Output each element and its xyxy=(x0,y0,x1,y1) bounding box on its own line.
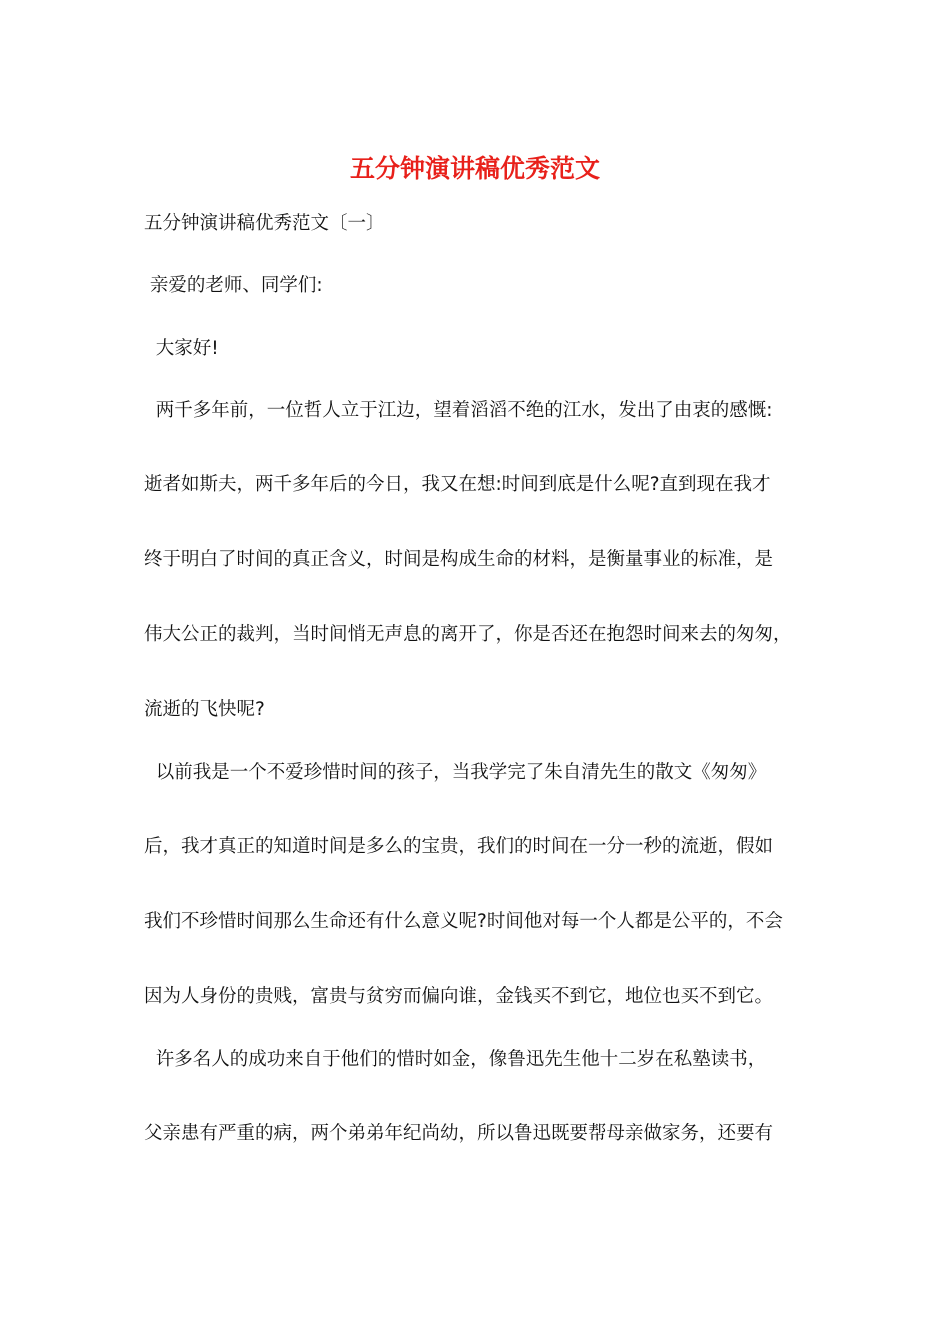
paragraph-1-line-4: 伟大公正的裁判，当时间悄无声息的离开了，你是否还在抱怨时间来去的匆匆， xyxy=(144,624,792,645)
paragraph-1-line-5: 流逝的飞快呢? xyxy=(144,699,265,720)
paragraph-2-line-4: 因为人身份的贵贱，富贵与贫穷而偏向谁，金钱买不到它，地位也买不到它。 xyxy=(144,986,774,1007)
greeting: 大家好! xyxy=(144,338,219,359)
subheading: 五分钟演讲稿优秀范文〔一〕 xyxy=(144,213,385,234)
paragraph-3-line-2: 父亲患有严重的病，两个弟弟年纪尚幼，所以鲁迅既要帮母亲做家务，还要有 xyxy=(144,1123,774,1144)
paragraph-1-line-3: 终于明白了时间的真正含义，时间是构成生命的材料，是衡量事业的标准，是 xyxy=(144,549,774,570)
paragraph-2-line-1: 以前我是一个不爱珍惜时间的孩子，当我学完了朱自清先生的散文《匆匆》 xyxy=(144,762,767,783)
paragraph-2-line-3: 我们不珍惜时间那么生命还有什么意义呢?时间他对每一个人都是公平的，不会 xyxy=(144,911,783,932)
document-title: 五分钟演讲稿优秀范文 xyxy=(349,154,600,183)
paragraph-1-line-1: 两千多年前，一位哲人立于江边，望着滔滔不绝的江水，发出了由衷的感慨: xyxy=(144,400,773,421)
salutation: 亲爱的老师、同学们: xyxy=(144,275,323,296)
paragraph-1-line-2: 逝者如斯夫，两千多年后的今日，我又在想:时间到底是什么呢?直到现在我才 xyxy=(144,474,771,495)
paragraph-2-line-2: 后，我才真正的知道时间是多么的宝贵，我们的时间在一分一秒的流逝，假如 xyxy=(144,836,774,857)
paragraph-3-line-1: 许多名人的成功来自于他们的惜时如金，像鲁迅先生他十二岁在私塾读书， xyxy=(144,1049,767,1070)
